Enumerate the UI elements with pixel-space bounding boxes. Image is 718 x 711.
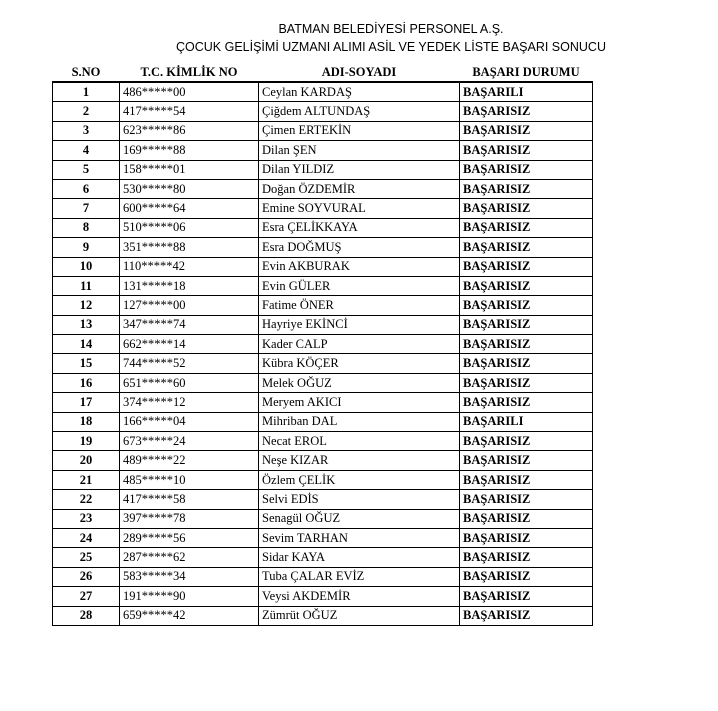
cell-sno: 20 (53, 451, 120, 470)
cell-name: Sidar KAYA (259, 548, 460, 567)
cell-tc: 191*****90 (120, 587, 259, 606)
cell-tc: 374*****12 (120, 393, 259, 412)
cell-sno: 9 (53, 238, 120, 257)
cell-status: BAŞARISIZ (460, 218, 593, 237)
table-row (53, 218, 593, 237)
document-title: BATMAN BELEDİYESİ PERSONEL A.Ş. (278, 22, 504, 36)
cell-status: BAŞARISIZ (460, 354, 593, 373)
cell-tc: 351*****88 (120, 238, 259, 257)
cell-status: BAŞARISIZ (460, 160, 593, 179)
cell-name: Necat EROL (259, 432, 460, 451)
cell-name: Çiğdem ALTUNDAŞ (259, 102, 460, 121)
cell-sno: 12 (53, 296, 120, 315)
cell-status: BAŞARISIZ (460, 276, 593, 295)
table-row (53, 102, 593, 121)
table-row (53, 509, 593, 528)
cell-status: BAŞARILI (460, 412, 593, 431)
cell-tc: 651*****60 (120, 373, 259, 392)
cell-tc: 530*****80 (120, 179, 259, 198)
cell-name: Sevim TARHAN (259, 528, 460, 547)
cell-name: Esra ÇELİKKAYA (259, 218, 460, 237)
cell-tc: 417*****54 (120, 102, 259, 121)
cell-status: BAŞARISIZ (460, 451, 593, 470)
cell-name: Hayriye EKİNCİ (259, 315, 460, 334)
cell-status: BAŞARISIZ (460, 102, 593, 121)
cell-sno: 10 (53, 257, 120, 276)
cell-sno: 27 (53, 587, 120, 606)
cell-tc: 166*****04 (120, 412, 259, 431)
column-header-tc: T.C. KİMLİK NO (140, 65, 238, 79)
cell-name: Zümrüt OĞUZ (259, 606, 460, 625)
cell-status: BAŞARISIZ (460, 606, 593, 625)
cell-sno: 1 (53, 82, 120, 102)
table-row (53, 121, 593, 140)
cell-status: BAŞARISIZ (460, 141, 593, 160)
cell-tc: 158*****01 (120, 160, 259, 179)
cell-sno: 2 (53, 102, 120, 121)
cell-tc: 486*****00 (120, 82, 259, 102)
cell-status: BAŞARISIZ (460, 257, 593, 276)
table-row (53, 393, 593, 412)
cell-sno: 26 (53, 567, 120, 586)
cell-tc: 417*****58 (120, 490, 259, 509)
cell-tc: 169*****88 (120, 141, 259, 160)
cell-sno: 28 (53, 606, 120, 625)
cell-sno: 19 (53, 432, 120, 451)
cell-name: Çimen ERTEKİN (259, 121, 460, 140)
cell-name: Kübra KÖÇER (259, 354, 460, 373)
cell-sno: 4 (53, 141, 120, 160)
cell-name: Esra DOĞMUŞ (259, 238, 460, 257)
column-header-status: BAŞARI DURUMU (472, 65, 580, 79)
cell-status: BAŞARISIZ (460, 179, 593, 198)
cell-status: BAŞARISIZ (460, 587, 593, 606)
cell-tc: 662*****14 (120, 335, 259, 354)
cell-name: Veysi AKDEMİR (259, 587, 460, 606)
cell-tc: 673*****24 (120, 432, 259, 451)
cell-sno: 8 (53, 218, 120, 237)
cell-status: BAŞARISIZ (460, 548, 593, 567)
table-row (53, 141, 593, 160)
cell-name: Özlem ÇELİK (259, 470, 460, 489)
results-table (52, 64, 593, 626)
cell-sno: 6 (53, 179, 120, 198)
cell-tc: 583*****34 (120, 567, 259, 586)
table-row (53, 412, 593, 431)
cell-status: BAŞARISIZ (460, 238, 593, 257)
table-row (53, 470, 593, 489)
cell-name: Ceylan KARDAŞ (259, 82, 460, 102)
cell-name: Evin GÜLER (259, 276, 460, 295)
cell-status: BAŞARILI (460, 82, 593, 102)
cell-tc: 489*****22 (120, 451, 259, 470)
cell-tc: 110*****42 (120, 257, 259, 276)
cell-status: BAŞARISIZ (460, 490, 593, 509)
cell-name: Mihriban DAL (259, 412, 460, 431)
document-subtitle: ÇOCUK GELİŞİMİ UZMANI ALIMI ASİL VE YEDEK LİSTE BAŞARI SONUCU (176, 40, 606, 54)
cell-status: BAŞARISIZ (460, 121, 593, 140)
table-row (53, 199, 593, 218)
cell-status: BAŞARISIZ (460, 315, 593, 334)
cell-status: BAŞARISIZ (460, 199, 593, 218)
cell-status: BAŞARISIZ (460, 393, 593, 412)
cell-name: Selvi EDİS (259, 490, 460, 509)
cell-name: Kader CALP (259, 335, 460, 354)
cell-name: Senagül OĞUZ (259, 509, 460, 528)
cell-status: BAŞARISIZ (460, 528, 593, 547)
cell-status: BAŞARISIZ (460, 432, 593, 451)
cell-sno: 16 (53, 373, 120, 392)
cell-tc: 600*****64 (120, 199, 259, 218)
cell-status: BAŞARISIZ (460, 335, 593, 354)
cell-sno: 15 (53, 354, 120, 373)
cell-name: Dilan YILDIZ (259, 160, 460, 179)
cell-status: BAŞARISIZ (460, 509, 593, 528)
table-row (53, 354, 593, 373)
table-row (53, 587, 593, 606)
cell-tc: 659*****42 (120, 606, 259, 625)
table-row (53, 335, 593, 354)
cell-tc: 289*****56 (120, 528, 259, 547)
table-row (53, 490, 593, 509)
cell-tc: 510*****06 (120, 218, 259, 237)
cell-status: BAŞARISIZ (460, 470, 593, 489)
cell-sno: 17 (53, 393, 120, 412)
cell-sno: 21 (53, 470, 120, 489)
cell-status: BAŞARISIZ (460, 296, 593, 315)
cell-tc: 485*****10 (120, 470, 259, 489)
cell-name: Emine SOYVURAL (259, 199, 460, 218)
cell-name: Doğan ÖZDEMİR (259, 179, 460, 198)
cell-status: BAŞARISIZ (460, 567, 593, 586)
cell-sno: 24 (53, 528, 120, 547)
table-row (53, 528, 593, 547)
cell-tc: 287*****62 (120, 548, 259, 567)
table-row (53, 432, 593, 451)
cell-name: Meryem AKICI (259, 393, 460, 412)
cell-name: Melek OĞUZ (259, 373, 460, 392)
cell-tc: 744*****52 (120, 354, 259, 373)
cell-tc: 127*****00 (120, 296, 259, 315)
table-row (53, 373, 593, 392)
column-header-sno: S.NO (71, 65, 101, 79)
table-row (53, 257, 593, 276)
table-row (53, 296, 593, 315)
table-row (53, 548, 593, 567)
cell-name: Neşe KIZAR (259, 451, 460, 470)
cell-tc: 131*****18 (120, 276, 259, 295)
cell-sno: 3 (53, 121, 120, 140)
cell-name: Tuba ÇALAR EVİZ (259, 567, 460, 586)
cell-name: Fatime ÖNER (259, 296, 460, 315)
table-row (53, 315, 593, 334)
table-row (53, 179, 593, 198)
cell-sno: 13 (53, 315, 120, 334)
cell-sno: 23 (53, 509, 120, 528)
cell-sno: 25 (53, 548, 120, 567)
table-row (53, 276, 593, 295)
table-row (53, 606, 593, 625)
table-row (53, 451, 593, 470)
cell-name: Evin AKBURAK (259, 257, 460, 276)
cell-tc: 397*****78 (120, 509, 259, 528)
table-row (53, 82, 593, 102)
cell-sno: 14 (53, 335, 120, 354)
cell-status: BAŞARISIZ (460, 373, 593, 392)
table-row (53, 567, 593, 586)
cell-sno: 5 (53, 160, 120, 179)
table-row (53, 160, 593, 179)
cell-sno: 18 (53, 412, 120, 431)
column-header-name: ADI-SOYADI (321, 65, 397, 79)
cell-name: Dilan ŞEN (259, 141, 460, 160)
table-row (53, 238, 593, 257)
cell-tc: 347*****74 (120, 315, 259, 334)
cell-sno: 11 (53, 276, 120, 295)
table-header-row (53, 64, 593, 82)
cell-sno: 22 (53, 490, 120, 509)
cell-tc: 623*****86 (120, 121, 259, 140)
cell-sno: 7 (53, 199, 120, 218)
